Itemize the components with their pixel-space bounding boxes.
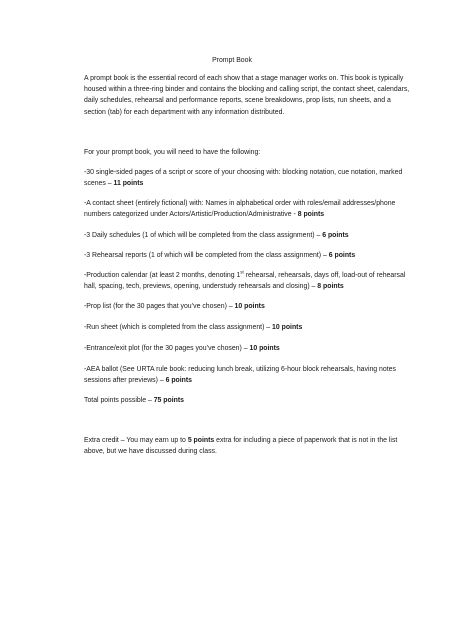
item-points: 11 points: [113, 180, 144, 188]
item-text: -Entrance/exit plot (for the 30 pages you’ve chosen) –: [84, 345, 250, 352]
total-line: [84, 395, 414, 406]
item-text: -Production calendar (at least 2 months, denoting 1: [84, 272, 241, 279]
list-item: [84, 250, 414, 261]
item-text: -3 Daily schedules (1 of which will be completed from the class assignment) –: [84, 232, 323, 239]
item-text: rehearsal, rehearsals, days off, load-out of rehearsal hall, spacing, tech, previews, opening, understudy rehearsals and closing) –: [84, 272, 406, 291]
item-points: 8 points: [297, 211, 325, 219]
list-item: [84, 364, 414, 386]
list-item: [84, 270, 414, 292]
total-label: Total points possible –: [84, 397, 154, 404]
page-title: Prompt Book: [212, 57, 252, 64]
list-item: [84, 167, 414, 189]
item-sup: st: [240, 269, 244, 275]
list-item: [84, 343, 414, 354]
list-item: [84, 301, 414, 312]
item-text: -Prop list (for the 30 pages that you’ve chosen) –: [84, 303, 235, 310]
extra-text: extra for including a piece of paperwork that is not in the list above, but we have discussed during class.: [84, 437, 398, 456]
item-text: -AEA ballot (See URTA rule book: reducing lunch break, utilizing 6-hour block rehearsals, having notes sessions after previews) –: [84, 366, 396, 385]
item-text: -30 single-sided pages of a script or score of your choosing with: blocking notation, cue notation, marked scenes –: [84, 169, 403, 188]
item-points: 6 points: [322, 232, 349, 239]
requirements-intro: For your prompt book, you will need to have the following:: [84, 149, 261, 156]
item-points: 10 points: [234, 303, 265, 310]
item-text: -3 Rehearsal reports (1 of which will be completed from the class assignment) –: [84, 252, 329, 259]
list-item: [84, 198, 414, 220]
extra-credit-paragraph: [84, 435, 414, 457]
item-points: 6 points: [165, 377, 192, 385]
item-points: 10 points: [249, 345, 280, 352]
item-points: 6 points: [328, 252, 356, 259]
item-text: -Run sheet (which is completed from the class assignment) –: [84, 324, 273, 331]
item-text: -A contact sheet (entirely fictional) with: Names in alphabetical order with roles/email addresses/phone numbers categorized under Actors/Artistic/Production/Administrative -: [84, 200, 396, 219]
intro-paragraph: A prompt book is the essential record of each show that a stage manager works on. This book is typically housed within a three-ring binder and contains the blocking and calling script, the contact sheet, calendars, daily schedules, rehearsal and performance reports, scene breakdowns, prop lists, run sheets, and a section (tab) for each department with any information distributed.: [84, 75, 410, 116]
item-points: 10 points: [272, 324, 303, 331]
extra-points: 5 points: [187, 437, 215, 444]
list-item: [84, 230, 414, 241]
extra-text: Extra credit – You may earn up to: [84, 437, 188, 444]
item-points: 8 points: [317, 283, 344, 291]
list-item: [84, 322, 414, 333]
total-points: 75 points: [153, 397, 184, 404]
